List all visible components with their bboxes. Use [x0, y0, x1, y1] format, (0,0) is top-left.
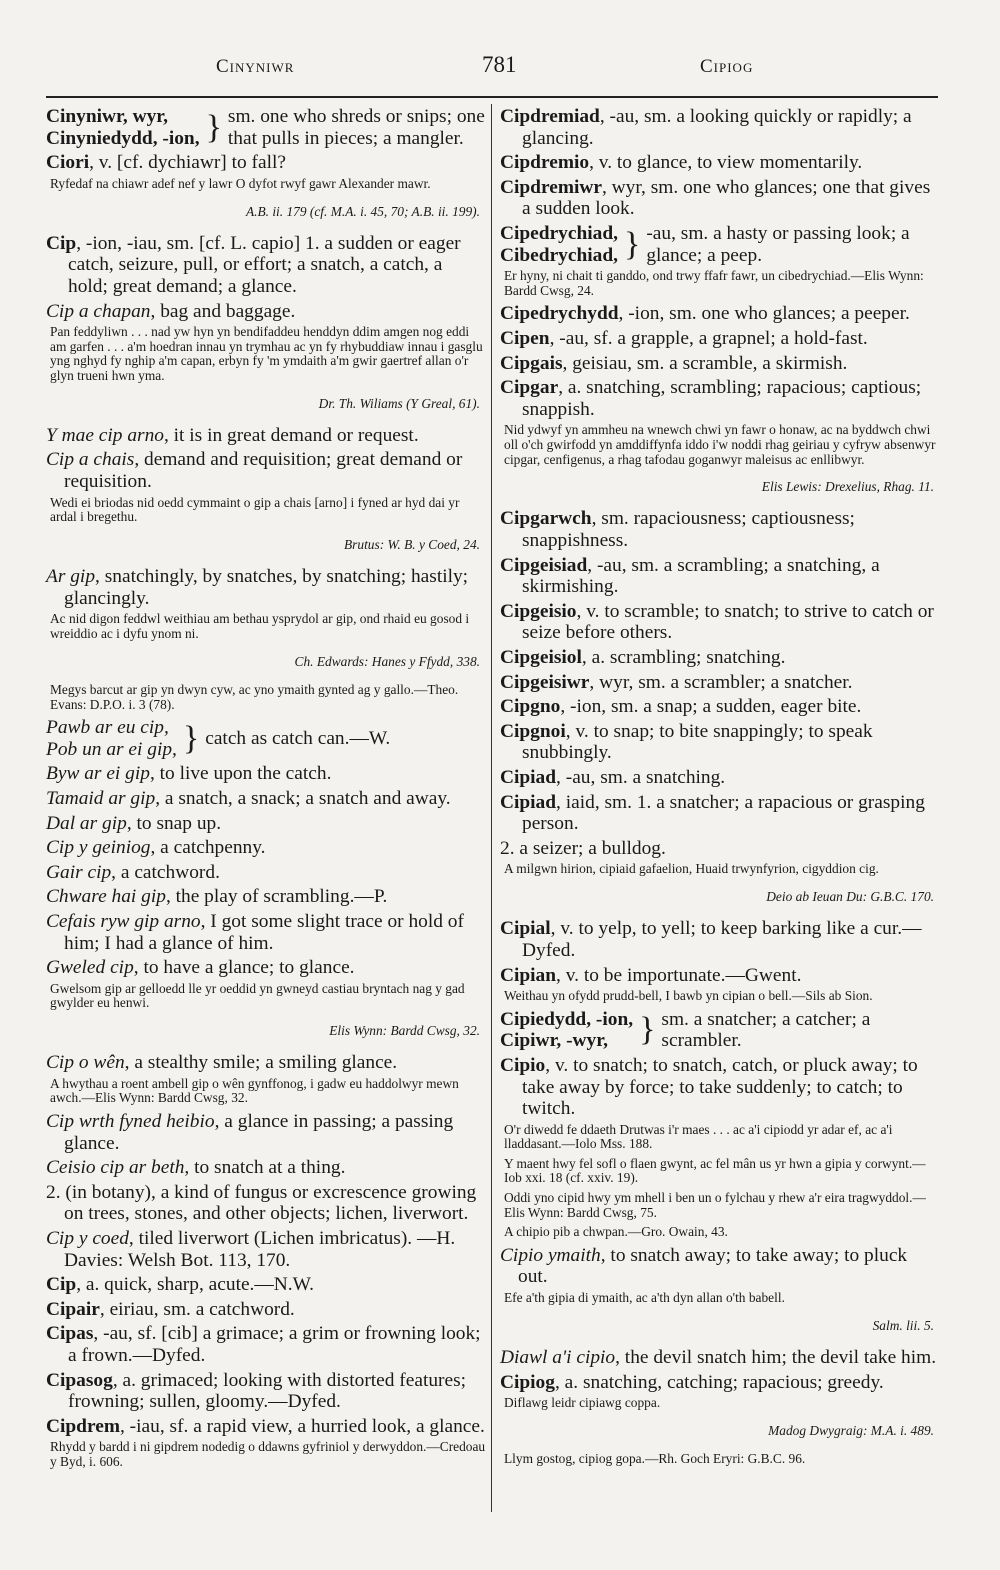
citation-quote: Ryfedaf na chiawr adef nef y lawr O dyfot rwyf gawr Alexander mawr.	[50, 175, 431, 191]
citation-source: Ch. Edwards: Hanes y Ffydd, 338.	[294, 653, 480, 669]
phrase-entry: Cip y geiniog, a catchpenny.	[46, 837, 266, 859]
citation-source: Elis Wynn: Bardd Cwsg, 32.	[329, 1023, 480, 1039]
dictionary-entry: Cipio, v. to snatch; to snatch, catch, or pluck away; to take away by force; to take suddenly; to catch; to twitch.	[500, 1054, 918, 1120]
phrase-entry: Chware hai gip, the play of scrambling.—P.	[46, 886, 388, 908]
dictionary-entry: Cipial, v. to yelp, to yell; to keep barking like a cur.—Dyfed.	[500, 918, 922, 961]
phrase-entry: Gweled cip, to have a glance; to glance.	[46, 957, 355, 979]
phrase-entry: Cip a chais, demand and requisition; great demand or requisition.	[46, 449, 463, 493]
citation-quote: Efe a'th gipia di ymaith, ac a'th dyn allan o'th babell.	[504, 1290, 785, 1306]
brace-mark: }	[623, 225, 641, 263]
bracketed-entry	[46, 106, 486, 149]
citation-quote: Y maent hwy fel sofl o flaen gwynt, ac fel mân us yr hwn a gipia y corwynt.—Iob xxi. 18 (cf. xxiv. 19).	[504, 1155, 926, 1186]
citation-quote: Gwelsom gip ar gelloedd lle yr oeddid yn gwneyd castiau bryntach nag y gad gwylder eu henwi.	[50, 980, 465, 1011]
dictionary-entry: Cipgar, a. snatching, scrambling; rapacious; captious; snappish.	[500, 377, 922, 420]
bracketed-headwords	[500, 223, 618, 266]
citation-quote: Wedi ei briodas nid oedd cymmaint o gip a chais [arno] i fyned ar hyd dai yr ardal i bregethu.	[50, 494, 460, 525]
page-header	[48, 52, 936, 92]
dictionary-entry: Cipdremiad, -au, sm. a looking quickly or rapidly; a glancing.	[500, 106, 912, 149]
bracketed-entry	[46, 717, 486, 760]
headword: Pob un ar ei gip,	[46, 738, 177, 760]
citation-quote: Megys barcut ar gip yn dwyn cyw, ac yno ymaith gynted ag y gallo.—Theo. Evans: D.P.O. i. 3 (78).	[50, 681, 459, 712]
citation-quote: Weithau yn ofydd prudd-bell, I bawb yn cipian o bell.—Sils ab Sion.	[504, 988, 873, 1004]
headword: Pawb ar eu cip,	[46, 717, 169, 739]
citation-quote: A hwythau a roent ambell gip o wên gynffonog, i gadw eu haddolwyr mewn awch.—Elis Wynn: Bardd Cwsg, 32.	[50, 1075, 459, 1106]
dictionary-entry: Cipen, -au, sf. a grapple, a grapnel; a hold-fast.	[500, 327, 868, 349]
headword: Cipiwr, -wyr,	[500, 1030, 608, 1052]
dictionary-entry: Cip, a. quick, sharp, acute.—N.W.	[46, 1274, 315, 1296]
dictionary-entry: Cipgeisiol, a. scrambling; snatching.	[500, 647, 786, 669]
definition: sm. a snatcher; a catcher; a scrambler.	[661, 1008, 871, 1052]
citation-quote: A chipio pib a chwpan.—Gro. Owain, 43.	[504, 1224, 728, 1240]
definition: catch as catch can.—W.	[205, 727, 391, 749]
citation-quote: Nid ydwyf yn ammheu na wnewch chwi yn fawr o honaw, ac na byddwch chwi oll o'ch gwirfodd yn amddiffynfa iddo i'w noddi rhag geiriau y cyfryw absenwyr cipgar, cenfigenus, a rhag tafodau goganwyr maleisus ac enllibwyr.	[504, 422, 936, 467]
brace-mark: }	[639, 1011, 656, 1049]
dictionary-entry: Cipasog, a. grimaced; looking with distorted features; frowning; sullen, gloomy.—Dyfed.	[46, 1369, 467, 1413]
dictionary-entry: Cipgeisiad, -au, sm. a scrambling; a snatching, a skirmishing.	[500, 554, 880, 598]
bracketed-headwords	[500, 1009, 633, 1052]
brace-mark: }	[205, 108, 222, 146]
headword: Cibedrychiad,	[500, 244, 618, 266]
citation-source: Deio ab Ieuan Du: G.B.C. 170.	[766, 889, 934, 905]
page-number: 781	[482, 52, 517, 77]
dictionary-entry: Cipair, eiriau, sm. a catchword.	[46, 1298, 295, 1320]
phrase-entry: Cip o wên, a stealthy smile; a smiling glance.	[46, 1052, 398, 1074]
bracketed-entry	[500, 223, 940, 266]
brace-mark: }	[182, 719, 200, 757]
dictionary-entry: Cipian, v. to be importunate.—Gwent.	[500, 964, 802, 986]
dictionary-entry: Cipiad, -au, sm. a snatching.	[500, 767, 726, 788]
column-divider	[491, 104, 492, 1512]
citation-source: Elis Lewis: Drexelius, Rhag. 11.	[761, 479, 934, 495]
headword: Cipedrychiad,	[500, 222, 618, 244]
definition: sm. one who shreds or snips; one that pulls in pieces; a mangler.	[227, 106, 485, 149]
citation-quote: A milgwn hirion, cipiaid gafaelion, Huaid trwynfyrion, cigyddion cig.	[504, 861, 879, 877]
phrase-entry: Diawl a'i cipio, the devil snatch him; the devil take him.	[500, 1347, 937, 1368]
dictionary-entry: Cipedrychydd, -ion, sm. one who glances; a peeper.	[500, 303, 910, 325]
citation-quote: Rhydd y bardd i ni gipdrem nodedig o ddawns gyfriniol y derwyddon.—Credoau y Byd, i. 606.	[50, 1439, 486, 1469]
phrase-entry: Cipio ymaith, to snatch away; to take away; to pluck out.	[500, 1244, 908, 1288]
citation-quote: Oddi yno cipid hwy ym mhell i ben un o fylchau y rhew a'r eira tragwyddol.—Elis Wynn: Bardd Cwsg, 75.	[504, 1190, 926, 1220]
right-column	[500, 106, 940, 1472]
phrase-entry: Tamaid ar gip, a snatch, a snack; a snatch and away.	[46, 787, 451, 809]
bracketed-entry	[500, 1009, 940, 1052]
citation-source: Brutus: W. B. y Coed, 24.	[343, 537, 480, 553]
phrase-entry: Dal ar gip, to snap up.	[46, 812, 222, 834]
dictionary-entry: Cipgeisiwr, wyr, sm. a scrambler; a snatcher.	[500, 671, 853, 693]
citation-quote: O'r diwedd fe ddaeth Drutwas i'r maes . . . ac a'i cipiodd yr adar ef, ac a'i lladdasant.—Iolo Mss. 188.	[504, 1121, 893, 1152]
citation-quote: Er hyny, ni chait ti ganddo, ond trwy ffafr fawr, un cibedrychiad.—Elis Wynn: Bardd Cwsg, 24.	[504, 268, 924, 298]
citation-source: Madog Dwygraig: M.A. i. 489.	[768, 1423, 934, 1439]
dictionary-entry: Cipgno, -ion, sm. a snap; a sudden, eager bite.	[500, 696, 862, 718]
citation-source: A.B. ii. 179 (cf. M.A. i. 45, 70; A.B. ii. 199).	[245, 203, 480, 219]
phrase-entry: Ceisio cip ar beth, to snatch at a thing.	[46, 1157, 346, 1179]
phrase-entry: Gair cip, a catchword.	[46, 861, 220, 883]
dictionary-entry: Ciori, v. [cf. dychiawr] to fall?	[46, 152, 286, 174]
phrase-entry: Ar gip, snatchingly, by snatches, by snatching; hastily; glancingly.	[46, 566, 469, 609]
headword: Cinyniwr, wyr,	[46, 106, 168, 127]
dictionary-entry: Cipgnoi, v. to snap; to bite snappingly; to speak snubbingly.	[500, 720, 873, 764]
citation-quote: Diflawg leidr cipiawg coppa.	[504, 1395, 661, 1411]
headword: Cipiedydd, -ion,	[500, 1008, 634, 1030]
numbered-sense: 2. (in botany), a kind of fungus or excrescence growing on trees, stones, and other objects; lichen, liverwort.	[46, 1181, 477, 1225]
dictionary-entry: Cipiog, a. snatching, catching; rapacious; greedy.	[500, 1371, 884, 1393]
phrase-entry: Cip wrth fyned heibio, a glance in passing; a passing glance.	[46, 1111, 454, 1154]
dictionary-entry: Cipgeisio, v. to scramble; to snatch; to strive to catch or seize before others.	[500, 600, 934, 644]
dictionary-entry: Cipdremiwr, wyr, sm. one who glances; one that gives a sudden look.	[500, 176, 931, 220]
running-head-left: Cinyniwr	[216, 56, 295, 77]
dictionary-entry: Cip, -ion, -iau, sm. [cf. L. capio] 1. a sudden or eager catch, seizure, pull, or effort; a snatch, a catch, a hold; great demand; a glance.	[46, 232, 461, 297]
phrase-entry: Cefais ryw gip arno, I got some slight trace or hold of him; I had a glance of him.	[46, 910, 464, 954]
phrase-entry: Byw ar ei gip, to live upon the catch.	[46, 763, 332, 785]
citation-source: Dr. Th. Wiliams (Y Greal, 61).	[318, 395, 480, 411]
citation-quote: Ac nid digon feddwl weithiau am bethau ysprydol ar gip, ond rhaid eu gosod i wreiddio ac i dyfu ynom ni.	[50, 611, 470, 641]
left-column	[46, 106, 486, 1475]
citation-quote: Llym gostog, cipiog gopa.—Rh. Goch Eryri: G.B.C. 96.	[504, 1451, 806, 1467]
definition: -au, sm. a hasty or passing look; a glance; a peep.	[646, 222, 910, 266]
citation-quote: Pan feddyliwn . . . nad yw hyn yn bendifaddeu henddyn ddim amgen nog eddi am garfen . . . a'm hoedran innau yn trymhau ac yn fy rhybuddiaw innau i gasglu yng nghyd fy nghip a'm capan, erbyn fy 'm ymdaith a'm gwir gaertref allan o'r glyn trueni hwn yma.	[50, 324, 483, 383]
dictionary-entry: Cipgarwch, sm. rapaciousness; captiousness; snappishness.	[500, 508, 855, 552]
headword: Cinyniedydd, -ion,	[46, 127, 200, 149]
bracketed-headwords	[46, 106, 200, 149]
citation-source: Salm. lii. 5.	[872, 1318, 934, 1334]
bracketed-headwords	[46, 717, 177, 760]
dictionary-entry: Cipiad, iaid, sm. 1. a snatcher; a rapacious or grasping person.	[500, 791, 925, 835]
dictionary-entry: Cipas, -au, sf. [cib] a grimace; a grim or frowning look; a frown.—Dyfed.	[46, 1323, 481, 1366]
phrase-entry: Y mae cip arno, it is in great demand or request.	[46, 424, 419, 446]
phrase-entry: Cip a chapan, bag and baggage.	[46, 300, 296, 322]
running-head-right: Cipiog	[700, 56, 754, 77]
numbered-sense: 2. a seizer; a bulldog.	[500, 837, 666, 859]
dictionary-entry: Cipdrem, -iau, sf. a rapid view, a hurried look, a glance.	[46, 1415, 485, 1437]
dictionary-entry: Cipdremio, v. to glance, to view momentarily.	[500, 152, 863, 174]
phrase-entry: Cip y coed, tiled liverwort (Lichen imbricatus). —H. Davies: Welsh Bot. 113, 170.	[46, 1228, 456, 1271]
header-rule	[46, 96, 938, 98]
dictionary-entry: Cipgais, geisiau, sm. a scramble, a skirmish.	[500, 352, 848, 374]
